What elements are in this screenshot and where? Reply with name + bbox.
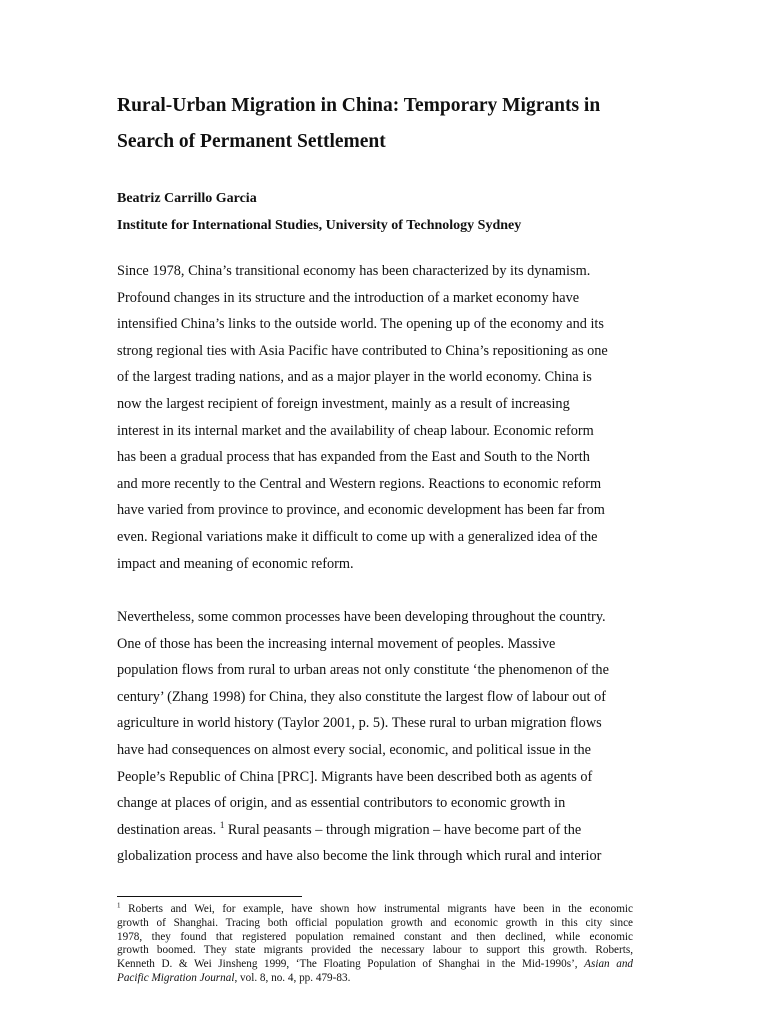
author-affiliation: Institute for International Studies, University of Technology Sydney <box>117 218 522 233</box>
body-paragraph-2 <box>117 604 609 870</box>
paragraph-line: has been a gradual process that has expanded from the East and South to the North <box>117 449 590 466</box>
paragraph-line: impact and meaning of economic reform. <box>117 555 354 572</box>
paragraph-line: even. Regional variations make it difficult to come up with a generalized idea of the <box>117 528 598 545</box>
journal-name: Pacific Migration Journal <box>117 971 235 984</box>
paragraph-line: population flows from rural to urban areas not only constitute ‘the phenomenon of the <box>117 662 609 679</box>
paragraph-line: strong regional ties with Asia Pacific have contributed to China’s repositioning as one <box>117 342 608 359</box>
paragraph-line: Nevertheless, some common processes have been developing throughout the country. <box>117 609 606 625</box>
paragraph-line: One of those has been the increasing internal movement of peoples. Massive <box>117 635 556 652</box>
title-line: Rural-Urban Migration in China: Temporary Migrants in <box>117 95 601 116</box>
paragraph-line: change at places of origin, and as essential contributors to economic growth in <box>117 795 566 812</box>
paragraph-line: globalization process and have also become the link through which rural and interior <box>117 848 602 865</box>
footnote-line: growth boomed. They state migrants provided the necessary labour to support this growth. Roberts, <box>117 944 633 957</box>
footnote-reference[interactable]: 1 <box>219 819 225 830</box>
paragraph-line: have had consequences on almost every social, economic, and political issue in the <box>117 741 592 758</box>
body-paragraph-1 <box>117 258 608 577</box>
paragraph-line <box>117 817 609 844</box>
paragraph-line: People’s Republic of China [PRC]. Migrants have been described both as agents of <box>117 768 593 785</box>
paragraph-line-text: Rural peasants – through migration – have become part of the <box>224 821 582 838</box>
footnote-text: Kenneth D. & Wei Jinsheng 1999, ‘The Floating Population of Shanghai in the Mid-1990s’, <box>117 958 578 971</box>
paragraph-line: have varied from province to province, and economic development has been far from <box>117 502 605 519</box>
paragraph-line: agriculture in world history (Taylor 2001, p. 5). These rural to urban migration flows <box>117 715 602 732</box>
paper-title <box>117 88 637 160</box>
footnote-line <box>117 903 633 917</box>
paragraph-line: and more recently to the Central and Western regions. Reactions to economic reform <box>117 475 602 492</box>
paragraph-line: intensified China’s links to the outside world. The opening up of the economy and its <box>117 316 604 333</box>
paragraph-line: interest in its internal market and the availability of cheap labour. Economic reform <box>117 422 594 439</box>
footnote <box>117 903 633 986</box>
footnote-line <box>117 958 633 972</box>
title-line: Search of Permanent Settlement <box>117 131 386 152</box>
paragraph-line: century’ (Zhang 1998) for China, they also constitute the largest flow of labour out of <box>117 688 607 705</box>
journal-name: Asian and <box>584 958 634 971</box>
footnote-line: 1978, they found that registered population remained constant and then declined, while economic <box>117 930 633 943</box>
footnote-marker: 1 <box>117 901 121 910</box>
footnote-line <box>117 972 633 986</box>
footnote-line: growth of Shanghai. Tracing both official population growth and economic growth in this city since <box>117 916 633 929</box>
paragraph-line: Profound changes in its structure and the introduction of a market economy have <box>117 289 580 306</box>
paragraph-line: Since 1978, China’s transitional economy has been characterized by its dynamism. <box>117 263 591 279</box>
footnote-separator <box>117 896 302 897</box>
footnote-text: Roberts and Wei, for example, have shown how instrumental migrants have been in the economic <box>120 903 633 915</box>
footnote-text: , vol. 8, no. 4, pp. 479-83. <box>234 971 351 984</box>
paragraph-line-text: destination areas. <box>117 821 220 838</box>
author-name: Beatriz Carrillo Garcia <box>117 191 257 206</box>
paragraph-line: now the largest recipient of foreign investment, mainly as a result of increasing <box>117 395 570 412</box>
paragraph-line: of the largest trading nations, and as a major player in the world economy. China is <box>117 369 592 386</box>
